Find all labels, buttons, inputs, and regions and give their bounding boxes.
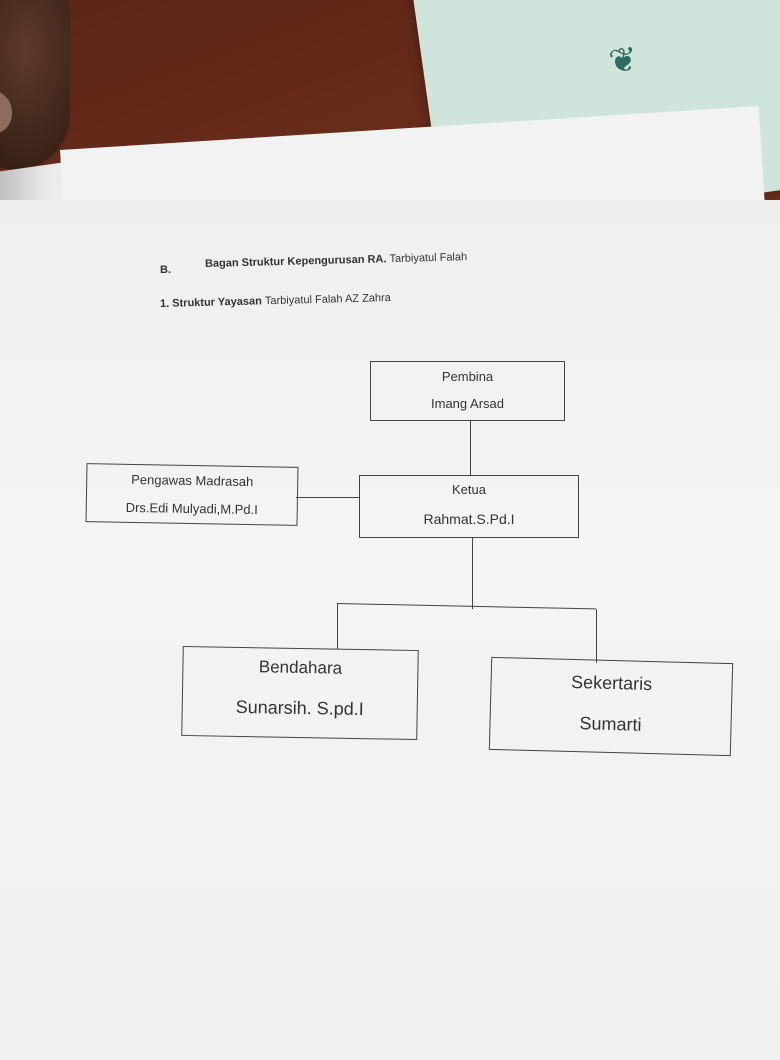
sekertaris-role: Sekertaris [570, 671, 653, 695]
subsection-title [160, 292, 391, 310]
bendahara-name: Sunarsih. S.pd.I [235, 696, 364, 720]
sekertaris-name: Sumarti [579, 713, 642, 735]
connector-horizontal-branch [337, 603, 596, 609]
bendahara-role: Bendahara [258, 657, 343, 678]
section-title-rest: Tarbiyatul Falah [389, 251, 468, 266]
org-box-bendahara [181, 646, 419, 740]
connector-pengawas-ketua [296, 497, 360, 498]
ketua-name: Rahmat.S.Pd.I [423, 511, 515, 527]
flourish-ornament-icon: ❦ [606, 40, 640, 82]
connector-pembina-ketua [470, 420, 471, 476]
org-box-sekertaris [489, 657, 733, 756]
section-title-bold: Bagan Struktur Kepengurusan RA. [204, 253, 387, 270]
section-letter: B. [160, 264, 171, 276]
connector-to-bendahara [337, 603, 338, 649]
pengawas-name: Drs.Edi Mulyadi,M.Pd.I [125, 499, 258, 518]
org-box-pembina [370, 361, 565, 421]
pembina-role: Pembina [441, 369, 494, 384]
subsection-title-rest: Tarbiyatul Falah AZ Zahra [264, 291, 391, 308]
pembina-name: Imang Arsad [431, 396, 504, 411]
pengawas-role: Pengawas Madrasah [131, 471, 254, 490]
org-box-pengawas [86, 463, 299, 526]
connector-to-sekertaris [596, 609, 597, 663]
section-title [205, 251, 467, 270]
subsection-title-bold: 1. Struktur Yayasan [159, 295, 263, 310]
org-box-ketua [359, 475, 579, 538]
ketua-role: Ketua [452, 482, 486, 497]
connector-ketua-down [472, 537, 473, 609]
